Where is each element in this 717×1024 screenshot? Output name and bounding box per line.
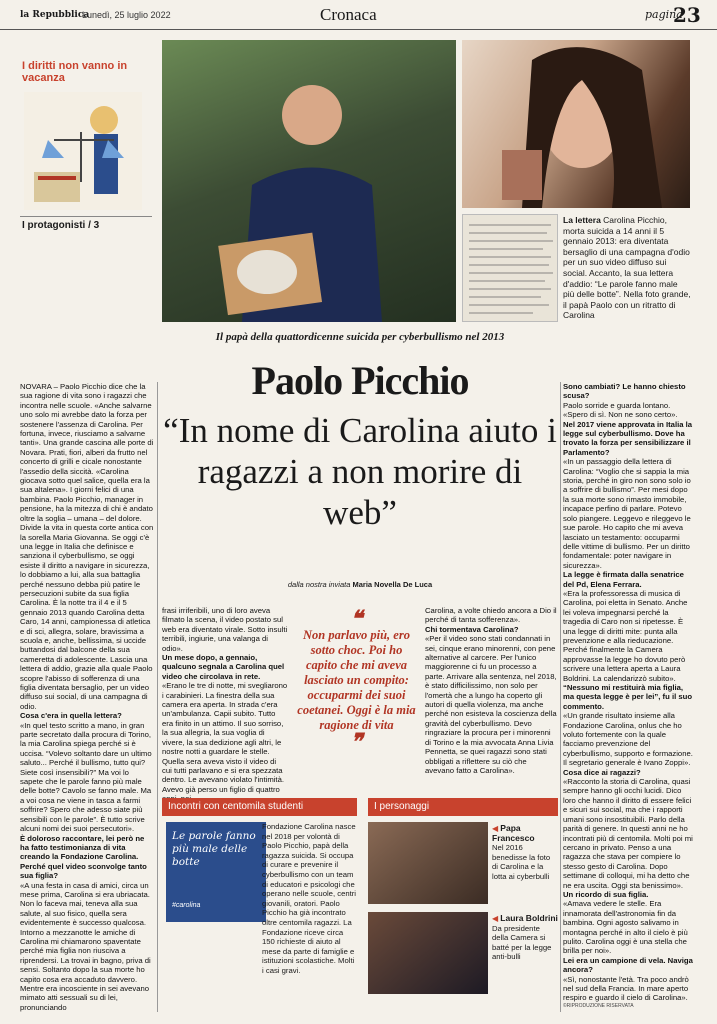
foundation-box-header: Incontri con centomila studenti	[162, 798, 357, 816]
interview-question: Chi tormentava Carolina?	[425, 624, 519, 634]
pointer-icon: ◀	[492, 824, 499, 833]
series-subtitle: I protagonisti / 3	[22, 220, 100, 231]
article-column-2	[162, 606, 288, 792]
paragraph: «Erano le tre di notte, mi svegliarono i carabinieri. La finestra della sua camera era aperta. In strada c'era un'ambulanza. Capii subito. Tutto era finito in un attimo. Il suo sorriso, la sua allegria, la sua voglia di vivere, la sua dedizione agli altri, le nostre notti a guardare le stelle. Quella sera aveva visto il video di cui tutti parlavano e si era spezzata dentro. Le avevano violato l'intimità. Avevo già perso un figlio di quattro	[162, 681, 288, 794]
pointer-icon: ◀	[492, 914, 499, 923]
article-kicker: Il papà della quattordicenne suicida per cyberbullismo nel 2013	[215, 331, 505, 343]
person-name: Laura Boldrini	[500, 913, 558, 923]
pull-quote	[294, 606, 419, 754]
paragraph: «Un grande risultato insieme alla Fondazione Carolina, onlus che ho voluto fortemente con la quale facciamo prevenzione del cyberbullismo, supporto e formazione. Il segretario generale è Ivano Zoppi».	[563, 711, 693, 768]
foundation-text: Fondazione Carolina nasce nel 2018 per volontà di Paolo Picchio, papà della ragazza suicida. Si occupa di curare e prevenire il cyberbullismo con un team di educatori e psicologi che operano nelle scuole, centri giovanili, oratori. Paolo Picchio ha già incontrato oltre centomila ragazzi. La Fondazione riceve circa 150 richieste di aiuto al mese da parte di famiglie e istituzioni scolastiche. Molti i casi gravi.	[262, 822, 357, 975]
sidebar-divider	[20, 216, 152, 217]
copyright-note: ©RIPRODUZIONE RISERVATA	[563, 1003, 634, 1009]
paragraph: Carolina, a volte chiedo ancora a Dio il perché di tanta sofferenza».	[425, 606, 557, 625]
person-text: Da presidente della Camera si batté per la legge anti-bulli	[492, 923, 552, 961]
headline-name: Paolo Picchio	[251, 358, 469, 403]
interview-question: La legge è firmata dalla senatrice del Pd, Elena Ferrara.	[563, 570, 684, 589]
person-text: Nel 2016 benedisse la foto di Carolina e la lotta ai cyberbulli	[492, 843, 551, 881]
person-pope	[492, 824, 558, 881]
interview-question: Cosa dice ai ragazzi?	[563, 767, 641, 777]
column-divider	[560, 382, 561, 1012]
interview-question: Lei era un campione di vela. Naviga ancora?	[563, 955, 693, 975]
girl-portrait-icon	[462, 40, 690, 208]
foundation-box	[162, 798, 357, 1013]
letter-caption	[563, 215, 691, 321]
foundation-image-text: Le parole fanno più male delle botte	[172, 830, 256, 868]
father-portrait-icon	[162, 40, 456, 322]
column-divider	[157, 382, 158, 1012]
newspaper-logo: la Repubblica	[20, 10, 90, 20]
people-box-header: I personaggi	[368, 798, 558, 816]
paragraph: «Racconto la storia di Carolina, quasi sempre hanno gli occhi lucidi. Dico loro che hanno il diritto di essere felici e sicuri sui social, ma che i rapporti umani sono insostituibili. Parlo della parità di genere. In questi anni ne ho incontrati più di centomila. Molti poi mi cercano in privato. Penso a una ragazza che stava per compiere lo stesso gesto di Carolina. Dopo settimane di colloqui, mi ha detto che ne era uscita. Oggi sta benissimo».	[563, 777, 693, 890]
close-quote-icon: ❞	[350, 729, 363, 754]
article-column-1	[20, 382, 154, 1012]
page-label: pagina	[645, 8, 683, 21]
series-sidebar	[20, 40, 152, 370]
paragraph: NOVARA – Paolo Picchio dice che la sua ragione di vita sono i ragazzi che incontra nelle scuole. «Anche salvarne uno solo mi avrebbe dato la forza per sostenere l'assenza di Carolina. Per fortuna, invece, riusciamo a salvarne tanti». Una grande cascina alle porte di Novara. Prati, fiori, alberi da frutto nel concerto di grilli e cicale nonostante l'assedio della siccità. «Carolina giocava sotto quel salice, quella era la sua altalena». I giorni felici di una bambina. Paolo Picchio, manager in pensione, ha la mitezza di chi è andato oltre la soglia – umana – del dolore. Divide la vita in questa corte antica con la sorella Maria Giovanna. Se oggi c'è una legge in Italia che definisce e sanziona il cyberbullismo, se oggi esiste il diritto a navigare in sicurezza, lo dobbiamo a lui, alla sua battaglia perché nessuno debba più patire le persecuzioni subite da sua figlia Carolina. È la notte tra il 4 e il 5 gennaio 2013 quando Carolina detta Caro, 14 anni, campionessa di atletica e di sci, allegra, solare, bravissima a scuola e, anche, bellissima, si uccide buttandosi dal balcone della sua cameretta di adolescente. Lascia una lettera di addio, grazie alla quale Paolo scopre l'abisso di sofferenza di una figlia diventata bersaglio, per un video diffuso sui social, di una campagna di odio.	[20, 382, 154, 711]
issue-date: Lunedì, 25 luglio 2022	[82, 10, 171, 20]
farewell-letter-photo	[462, 214, 558, 322]
byline-prefix: dalla nostra inviata	[287, 580, 351, 589]
person-name: Papa Francesco	[492, 823, 535, 843]
page-number: 23	[673, 3, 701, 27]
article-column-5	[563, 382, 693, 1012]
paragraph: «In quel testo scritto a mano, in gran parte secretato dalla procura di Torino, la mia Carolina spiega perché si è uccisa. “Volevo soltanto dare un ultimo saluto... Perché il bullismo, tutto qui? Siete così insensibili?” Ma voi lo sapete che le parole fanno più male delle botte? Cavolo se fanno male. Ma a voi cosa ne viene in tasca a farmi soffrire? Spero che adesso siate più sensibili con le parole”. È tutto scrive alcuni nomi dei suoi persecutori».	[20, 720, 152, 834]
paragraph: frasi irriferibili, uno di loro aveva filmato la scena, il video postato sul web era diventato virale. Sotto insulti terribili, ingiurie, una valanga di odio».	[162, 606, 288, 653]
paragraph: «Era la professoressa di musica di Carolina, poi eletta in Senato. Anche lei voleva impegnarsi perché la tragedia di Caro non si ripetesse. È una legge di diritti mite: punta alla prevenzione e alla rieducazione. Perché finalmente la Camera approvasse la legge ho dovuto però scrivere una lettera aperta a Laura Boldrini. La calendarizzò subito».	[563, 588, 688, 683]
justice-illustration-icon	[24, 92, 142, 210]
interview-question: È doloroso raccontare, lei però ne ha fatto testimonianza di vita creando la Fondazione Carolina. Perché quel video sconvolge tanto sua figlia?	[20, 833, 147, 881]
paragraph: «Amava vedere le stelle. Era innamorata dell'astronomia fin da bambina. Ogni agosto salivamo in montagna perché in alto il cielo è più pulito. Carolina oggi è una stella che brilla per noi».	[563, 899, 688, 956]
paragraph: «A una festa in casa di amici, circa un mese prima, Carolina si era ubriacata. Non lo faceva mai, teneva alla sua salute, al suo fisico, quella sera evidentemente è successo qualcosa. Intorno a mezzanotte le amiche di Carolina mi chiamarono spaventate perché mia figlia non riusciva a riprendersi. La trovai in bagno, priva di sensi. Soltanto dopo la sua morte ho capito cosa era accaduto davvero. Mentre era incosciente in sei avevano mimato atti sessuali su di lei, pronunciando	[20, 880, 151, 1012]
pope-francesco-photo	[368, 822, 488, 904]
interview-question: Sono cambiati? Le hanno chiesto scusa?	[563, 382, 686, 401]
open-quote-icon: ❝	[350, 606, 363, 631]
byline	[160, 580, 560, 589]
interview-question: Nel 2017 viene approvata in Italia la legge sul cyberbullismo. Dove ha trovato la forza per sensibilizzare il Parlamento?	[563, 419, 693, 457]
paragraph: «In un passaggio della lettera di Carolina: “Voglio che si sappia la mia storia, perché in giro non sono solo io a soffrire di bullismo”. Per mesi dopo la sua morte sono rimasto immobile, incapace perfino di parlare. Potevo solo piangere. Leggevo e rileggevo le sue parole. Ho capito che mi aveva lasciato un testamento: occuparmi delle vittime di bullismo. Per un diritto fondamentale: poter navigare in sicurezza».	[563, 457, 691, 570]
person-boldrini	[492, 914, 558, 962]
foundation-image-sub: #carolina	[172, 902, 201, 909]
interview-question: “Nessuno mi restituirà mia figlia, ma questa legge è per lei”, fu il suo commento.	[563, 683, 693, 711]
people-box	[368, 798, 558, 1013]
paragraph: «Per il video sono stati condannati in sei, cinque erano minorenni, con pene alternative al carcere. Per l'unico maggiorenne ci fu un processo a parte. Arrivare alla sentenza, nel 2018, è stato difficilissimo, non solo per l'omertà che a lungo ha coperto gli autori di quella violenza, ma anche perché non esisteva la coscienza della gravità del cyberbullismo. Devo ringraziare la procura per i minorenni di Torino e la mia avvocata Anna Livia Pennetta, se quei ragazzi sono stati obbligati a riflettere su ciò che avevano fatto a Carolina».	[425, 634, 557, 775]
interview-question: Un mese dopo, a gennaio, qualcuno segnala a Carolina quel video che circolava in rete.	[162, 653, 285, 681]
byline-author: Maria Novella De Luca	[352, 580, 433, 589]
interview-question: Cosa c'era in quella lettera?	[20, 711, 122, 721]
series-title: I diritti non vanno in vacanza	[22, 60, 128, 84]
paolo-picchio-photo	[162, 40, 456, 322]
section-title: Cronaca	[320, 5, 377, 24]
article-column-4	[425, 606, 557, 792]
letter-caption-title: La lettera	[563, 215, 601, 225]
carolina-photo	[462, 40, 690, 208]
page-header	[0, 0, 717, 30]
laura-boldrini-photo	[368, 912, 488, 994]
headline-quote: “In nome di Carolina aiuto i ragazzi a non morire di web”	[163, 411, 557, 532]
letter-caption-text: Carolina Picchio, morta suicida a 14 anni il 5 gennaio 2013: era diventata bersaglio di una campagna d'odio per un suo video diffuso sui social. Accanto, la sua lettera d'addio: “Le parole fanno male più delle botte”. Nella foto grande, il papà Paolo con un ritratto di Carolina	[563, 215, 691, 321]
paragraph: «Sì, nonostante l'età. Tra poco andrò nel sud della Francia. In mare aperto respiro e guardo il cielo di Carolina».	[563, 974, 689, 1003]
foundation-image	[166, 822, 266, 922]
pull-quote-text: Non parlavo più, ero sotto choc. Poi ho capito che mi aveva lasciato un compito: occuparmi dei suoi coetanei. Oggi è la mia ragione di vita	[297, 628, 416, 732]
handwritten-letter-icon	[463, 215, 559, 323]
paragraph: Paolo sorride e guarda lontano. «Spero di sì. Non ne sono certo».	[563, 400, 678, 420]
interview-question: Un ricordo di sua figlia.	[563, 889, 649, 899]
